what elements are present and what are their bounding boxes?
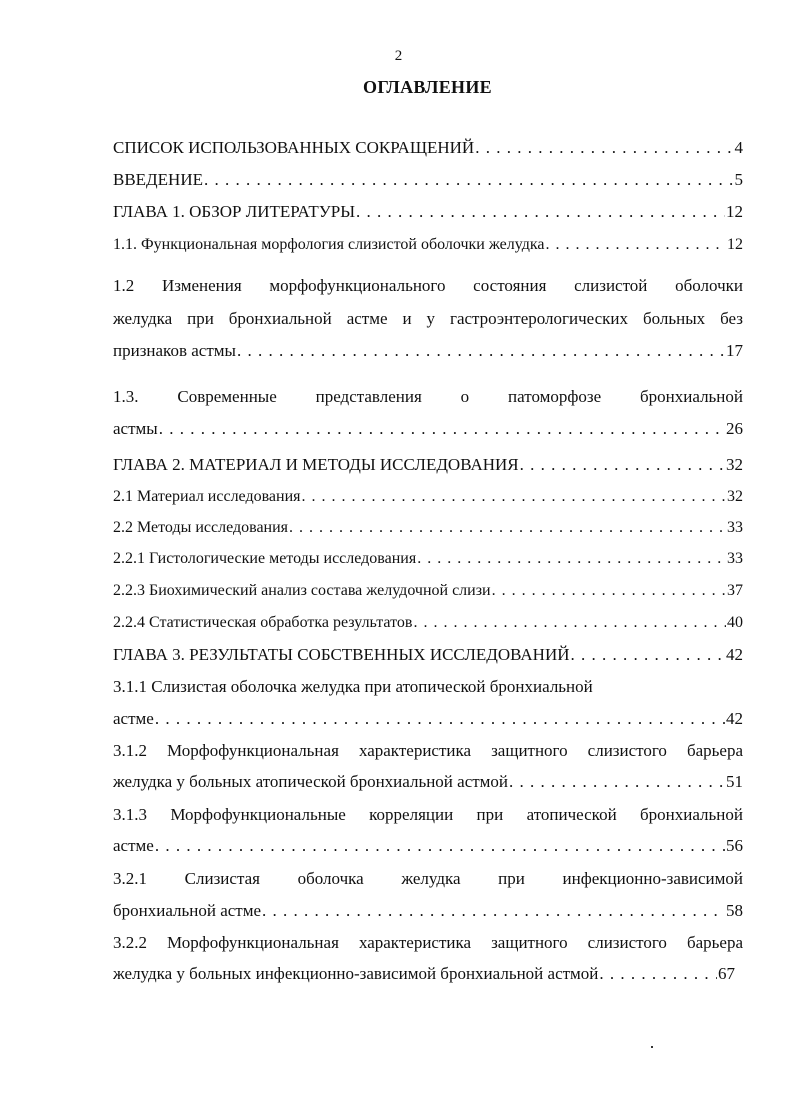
toc-entry-section-3-1-1-line-1: 3.1.1 Слизистая оболочка желудка при атопической бронхиальной [113,677,593,696]
dot-leader [571,645,725,665]
dot-leader [204,170,734,190]
dot-leader [475,138,733,158]
toc-entry-section-1-1 [113,235,743,255]
toc-entry-chapter-2 [113,455,743,475]
dot-leader [302,487,726,507]
toc-entry-introduction [113,170,743,190]
dot-leader [520,455,725,475]
dot-leader [492,581,726,601]
toc-entry-section-1-3-line-1: 1.3. Современные представления о патоморфозе бронхиальной [113,387,743,406]
toc-entry-page: 26 [726,419,743,438]
toc-entry-page: 67 [718,964,735,983]
toc-entry-section-2-2-1 [113,549,743,569]
toc-entry-title: признаков астмы [113,341,236,360]
toc-entry-section-1-2-line-1: 1.2 Изменения морфофункционального состояния слизистой оболочки [113,276,743,295]
toc-entry-section-3-2-2-line-1: 3.2.2 Морфофункциональная характеристика защитного слизистого барьера [113,933,743,952]
toc-entry-page: 51 [726,772,743,791]
scan-speck [651,1046,653,1048]
toc-entry-page: 37 [727,582,743,599]
toc-entry-title: астмы [113,419,158,438]
toc-entry-section-2-2-4 [113,613,743,633]
toc-entry-page: 56 [726,836,743,855]
toc-entry-page: 12 [727,236,743,253]
toc-entry-chapter-3 [113,645,743,665]
toc-entry-section-2-2 [113,518,743,538]
toc-entry-page: 32 [726,455,743,474]
dot-leader [289,518,726,538]
toc-entry-section-2-2-3 [113,581,743,601]
toc-entry-section-3-1-1 [113,709,743,729]
toc-entry-section-2-1 [113,487,743,507]
toc-entry-page: 4 [734,138,743,157]
toc-entry-page: 33 [727,550,743,567]
page-number: 2 [394,48,403,64]
toc-entry-title: 2.1 Материал исследования [113,488,301,505]
toc-entry-title: 2.2.4 Статистическая обработка результатов [113,614,413,631]
toc-entry-page: 33 [727,519,743,536]
dot-leader [155,709,725,729]
toc-entry-page: 17 [726,341,743,360]
toc-entry-section-3-2-1 [113,901,743,921]
dot-leader [417,549,726,569]
toc-entry-title: ГЛАВА 1. ОБЗОР ЛИТЕРАТУРЫ [113,202,356,221]
toc-entry-section-1-2-line-2: желудка при бронхиальной астме и у гастроэнтерологических больных без [113,309,743,328]
dot-leader [413,613,726,633]
toc-entry-page: 58 [726,901,743,920]
dot-leader [599,964,717,984]
toc-entry-page: 32 [727,488,743,505]
toc-entry-page: 40 [727,614,743,631]
toc-entry-title: астме [113,836,154,855]
dot-leader [237,341,725,361]
toc-entry-section-1-2 [113,341,743,361]
toc-entry-page: 12 [726,202,743,221]
toc-entry-section-1-3 [113,419,743,439]
toc-entry-abbreviations [113,138,743,158]
toc-entry-title: ГЛАВА 2. МАТЕРИАЛ И МЕТОДЫ ИССЛЕДОВАНИЯ [113,455,519,474]
toc-entry-section-3-1-3-line-1: 3.1.3 Морфофункциональные корреляции при атопической бронхиальной [113,805,743,824]
page-title: ОГЛАВЛЕНИЕ [363,77,492,97]
dot-leader [159,419,725,439]
toc-entry-title: 1.1. Функциональная морфология слизистой оболочки желудка [113,236,545,253]
toc-entry-page: 42 [726,645,743,664]
toc-entry-chapter-1 [113,202,743,222]
toc-entry-title: астме [113,709,154,728]
toc-entry-title: 2.2.1 Гистологические методы исследования [113,550,417,567]
toc-entry-title: ГЛАВА 3. РЕЗУЛЬТАТЫ СОБСТВЕННЫХ ИССЛЕДОВАНИЙ [113,645,570,664]
toc-entry-title: желудка у больных атопической бронхиальной астмой [113,772,509,791]
dot-leader [155,836,725,856]
dot-leader [546,235,726,255]
toc-entry-title: СПИСОК ИСПОЛЬЗОВАННЫХ СОКРАЩЕНИЙ [113,138,475,157]
toc-entry-section-3-1-2-line-1: 3.1.2 Морфофункциональная характеристика защитного слизистого барьера [113,741,743,760]
toc-entry-section-3-1-3 [113,836,743,856]
dot-leader [262,901,725,921]
toc-entry-page: 42 [726,709,743,728]
toc-entry-title: 2.2 Методы исследования [113,519,289,536]
dot-leader [509,772,725,792]
toc-entry-title: желудка у больных инфекционно-зависимой бронхиальной астмой [113,964,599,983]
toc-entry-section-3-2-1-line-1: 3.2.1 Слизистая оболочка желудка при инфекционно-зависимой [113,869,743,888]
toc-entry-section-3-1-2 [113,772,743,792]
toc-entry-title: 2.2.3 Биохимический анализ состава желудочной слизи [113,582,491,599]
dot-leader [356,202,725,222]
toc-entry-section-3-2-2 [113,964,735,984]
toc-entry-page: 5 [734,170,743,189]
toc-entry-title: ВВЕДЕНИЕ [113,170,203,189]
toc-entry-title: бронхиальной астме [113,901,262,920]
